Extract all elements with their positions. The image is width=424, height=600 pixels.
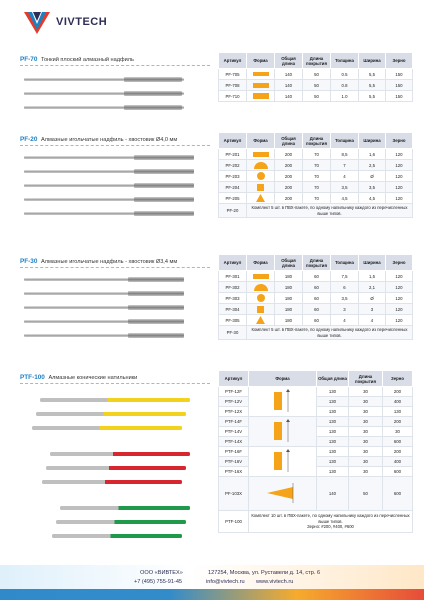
flat-shape-icon (253, 72, 269, 76)
table-row (219, 182, 413, 193)
col-header: Длина покрытия (303, 133, 331, 149)
round-shape-icon (257, 172, 265, 180)
footer-company: ООО «ВИВТЕХ» (140, 570, 183, 576)
cell-grit: 120 (386, 149, 413, 160)
cell-thickness: 3,5 (331, 293, 359, 304)
cell-article: PTF-12X (219, 407, 249, 417)
tool-images (20, 152, 200, 222)
col-header: Ширина (359, 255, 386, 271)
col-header: Толщина (331, 255, 359, 271)
brand-name: VIVTECH (56, 16, 108, 28)
tool-images (20, 74, 200, 114)
section-code: PF-70 (20, 56, 38, 63)
green-handle-file-image (52, 534, 182, 538)
cell-length: 130 (317, 397, 349, 407)
half-round-shape-icon (254, 162, 268, 169)
conical-shape-diagram-icon (266, 388, 300, 414)
green-handle-file-image (56, 520, 186, 524)
cell-length: 130 (317, 427, 349, 437)
footer-site[interactable]: www.vivtech.ru (256, 579, 294, 585)
needle-file-image (24, 306, 184, 309)
table-row (219, 293, 413, 304)
cell-grit: 200 (383, 447, 413, 457)
cell-coating: 30 (349, 417, 383, 427)
cell-coating: 50 (303, 80, 331, 91)
cell-thickness: 4 (331, 171, 359, 182)
cell-thickness: 1.0 (331, 91, 359, 102)
red-handle-file-image (50, 452, 190, 456)
table-row (219, 477, 413, 511)
conical-shape-diagram-icon (266, 448, 300, 474)
cell-article: PF-305 (219, 315, 247, 326)
needle-file-image (24, 320, 184, 323)
cell-length: 140 (275, 80, 303, 91)
cell-length: 180 (275, 315, 303, 326)
col-header: Длина покрытия (303, 53, 331, 69)
cell-coating: 60 (303, 282, 331, 293)
red-handle-file-image (42, 480, 182, 484)
half-round-shape-icon (254, 284, 268, 291)
section-name: Алмазные конические натильники (48, 375, 138, 381)
cell-grit: 200 (383, 387, 413, 397)
cell-article: PF-303 (219, 293, 247, 304)
cell-thickness: 7 (331, 160, 359, 171)
col-header: Артикул (219, 371, 249, 387)
cell-article: PF-202 (219, 160, 247, 171)
table-set-row (219, 326, 413, 340)
yellow-handle-file-image (36, 412, 186, 416)
cell-grit: 150 (386, 69, 413, 80)
triangle-shape-icon (256, 194, 265, 202)
section-divider (20, 65, 210, 66)
cell-width: 1,6 (359, 149, 386, 160)
section-divider (20, 145, 210, 146)
set-note-text: Комплект 10 шт. в ПВХ-пакете, по одному напильнику каждого из перечисленных выше типов. (251, 513, 410, 524)
cell-shape (247, 182, 275, 193)
col-header: Артикул (219, 53, 247, 69)
cell-coating: 60 (303, 293, 331, 304)
cell-article: PTF-12F (219, 387, 249, 397)
cell-grit: 400 (383, 457, 413, 467)
footer-color-bar (0, 589, 424, 600)
flat-shape-icon (253, 83, 269, 88)
table-row (219, 91, 413, 102)
col-header: Зерно (386, 53, 413, 69)
logo (22, 8, 162, 36)
table-header-row (219, 53, 413, 69)
flat-file-image (24, 92, 184, 95)
col-header: Зерно (386, 133, 413, 149)
needle-file-image (24, 184, 194, 187)
col-header: Общая длина (275, 133, 303, 149)
col-header: Форма (247, 53, 275, 69)
col-header: Общая длина (317, 371, 349, 387)
table-row (219, 417, 413, 427)
cell-grit: 120 (386, 304, 413, 315)
cell-shape (247, 282, 275, 293)
cell-length: 180 (275, 293, 303, 304)
cell-grit: 120 (386, 293, 413, 304)
spec-table-pf30 (218, 254, 413, 340)
cell-coating: 30 (349, 397, 383, 407)
square-shape-icon (257, 306, 264, 313)
needle-file-image (24, 278, 184, 281)
section-title (20, 374, 137, 381)
vivtech-logo-icon (22, 8, 52, 36)
cell-length: 200 (275, 160, 303, 171)
cell-article: PTF-16V (219, 457, 249, 467)
flat-shape-icon (253, 93, 269, 99)
cell-length: 180 (275, 304, 303, 315)
table-row (219, 69, 413, 80)
cell-thickness: 0.5 (331, 69, 359, 80)
table-row (219, 315, 413, 326)
footer-phone: +7 (495) 755-91-45 (134, 579, 183, 585)
cell-length: 130 (317, 437, 349, 447)
cell-grit: 200 (383, 417, 413, 427)
section-divider (20, 267, 210, 268)
cell-shape (249, 417, 317, 447)
cell-grit: 130 (383, 407, 413, 417)
cell-shape (247, 69, 275, 80)
section-name: Тонкий плоский алмазный надфиль (40, 57, 134, 63)
cell-article: PF-204 (219, 182, 247, 193)
flat-shape-icon (253, 152, 269, 157)
cell-grit: 150 (386, 80, 413, 91)
cell-coating: 60 (303, 315, 331, 326)
flat-shape-icon (253, 274, 269, 279)
needle-file-image (24, 292, 184, 295)
col-header: Толщина (331, 53, 359, 69)
table-row (219, 282, 413, 293)
cell-coating: 30 (349, 457, 383, 467)
cell-shape (249, 447, 317, 477)
needle-file-image (24, 334, 184, 337)
cell-article: PF-304 (219, 304, 247, 315)
table-row (219, 387, 413, 397)
cell-length: 130 (317, 407, 349, 417)
cell-thickness: 4,5 (331, 193, 359, 204)
cell-grit: 150 (386, 91, 413, 102)
col-header: Артикул (219, 255, 247, 271)
needle-file-image (24, 156, 194, 159)
cell-thickness: 3,5 (331, 182, 359, 193)
cell-coating: 30 (349, 437, 383, 447)
cell-article: PF-205 (219, 193, 247, 204)
cell-length: 130 (317, 387, 349, 397)
section-name: Алмазные игольчатые надфиль - хвостовик Ø3,4 мм (40, 259, 178, 265)
section-pf70 (14, 52, 414, 122)
cell-set-note: Комплект 5 шт. в ПВХ-пакете, по одному напильнику каждого из перечисленных выше типов. (247, 204, 413, 218)
table-row (219, 171, 413, 182)
section-pf30 (14, 254, 414, 354)
section-title (20, 136, 177, 143)
cell-width: 5,5 (359, 69, 386, 80)
cell-length: 130 (317, 467, 349, 477)
yellow-handle-file-image (40, 398, 190, 402)
cell-length: 140 (275, 91, 303, 102)
cell-grit: 30 (383, 427, 413, 437)
col-header: Зерно (386, 255, 413, 271)
table-row (219, 160, 413, 171)
cell-coating: 70 (303, 160, 331, 171)
footer-address: 127254, Москва, ул. Руставели д. 14, стр. 6 (208, 570, 321, 576)
tool-images (20, 390, 200, 560)
spec-table-pf20 (218, 132, 413, 218)
cell-grit: 600 (383, 437, 413, 447)
cell-width: 3 (359, 304, 386, 315)
cell-article: PF-708 (219, 80, 247, 91)
cell-coating: 70 (303, 149, 331, 160)
cell-thickness: 7,5 (331, 271, 359, 282)
cell-grit: 120 (386, 160, 413, 171)
cell-set-article: PF-20 (219, 204, 247, 218)
cell-article: PF-201 (219, 149, 247, 160)
col-header: Общая длина (275, 53, 303, 69)
cell-article: PTF-14V (219, 427, 249, 437)
cell-coating: 50 (303, 91, 331, 102)
cell-coating: 70 (303, 182, 331, 193)
cell-grit: 600 (383, 467, 413, 477)
cone-tip-diagram-icon (263, 479, 303, 507)
col-header: Общая длина (275, 255, 303, 271)
table-row (219, 193, 413, 204)
cell-shape (247, 160, 275, 171)
cell-width: 1,5 (359, 271, 386, 282)
cell-grit: 120 (386, 171, 413, 182)
cell-article: PTF-16X (219, 467, 249, 477)
cell-grit: 400 (383, 397, 413, 407)
col-header: Форма (247, 133, 275, 149)
footer-email[interactable]: info@vivtech.ru (206, 579, 245, 585)
cell-article: PTF-16F (219, 447, 249, 457)
cell-thickness: 3 (331, 304, 359, 315)
cell-article: PF-302 (219, 282, 247, 293)
yellow-handle-file-image (32, 426, 182, 430)
cell-grit: 600 (383, 477, 413, 511)
flat-file-image (24, 106, 184, 109)
table-header-row (219, 371, 413, 387)
cell-shape (249, 477, 317, 511)
set-grit-text: Зерно: #200, #400, #600 (307, 524, 354, 530)
cell-width: 4,5 (359, 193, 386, 204)
cell-length: 200 (275, 193, 303, 204)
cell-coating: 60 (303, 271, 331, 282)
needle-file-image (24, 170, 194, 173)
cell-article: PTF-12V (219, 397, 249, 407)
section-pf20 (14, 132, 414, 232)
cell-width: 5,5 (359, 80, 386, 91)
needle-file-image (24, 212, 194, 215)
cell-grit: 120 (386, 182, 413, 193)
cell-thickness: 8,5 (331, 149, 359, 160)
cell-coating: 30 (349, 467, 383, 477)
section-title (20, 258, 177, 265)
cell-shape (247, 293, 275, 304)
cell-shape (247, 149, 275, 160)
section-title (20, 56, 134, 63)
col-header: Артикул (219, 133, 247, 149)
cell-length: 130 (317, 447, 349, 457)
cell-article: PF-103X (219, 477, 249, 511)
col-header: Ширина (359, 53, 386, 69)
cell-grit: 120 (386, 193, 413, 204)
cell-length: 200 (275, 182, 303, 193)
col-header: Толщина (331, 133, 359, 149)
section-code: PTF-100 (20, 374, 45, 381)
cell-length: 200 (275, 171, 303, 182)
flat-file-image (24, 78, 184, 81)
cell-coating: 30 (349, 387, 383, 397)
cell-thickness: 4 (331, 315, 359, 326)
section-code: PF-30 (20, 258, 38, 265)
col-header: Длина покрытия (349, 371, 383, 387)
section-divider (20, 383, 210, 384)
conical-shape-diagram-icon (266, 418, 300, 444)
green-handle-file-image (60, 506, 190, 510)
col-header: Форма (249, 371, 317, 387)
cell-length: 130 (317, 417, 349, 427)
section-ptf100 (14, 370, 414, 562)
table-set-row (219, 204, 413, 218)
cell-width: 4 (359, 315, 386, 326)
cell-article: PF-301 (219, 271, 247, 282)
cell-shape (247, 171, 275, 182)
cell-length: 140 (275, 69, 303, 80)
cell-width: 2,1 (359, 282, 386, 293)
cell-coating: 70 (303, 193, 331, 204)
cell-article: PF-203 (219, 171, 247, 182)
cell-shape (247, 91, 275, 102)
cell-thickness: 6 (331, 282, 359, 293)
cell-set-article: PF-30 (219, 326, 247, 340)
cell-length: 180 (275, 271, 303, 282)
round-shape-icon (257, 294, 265, 302)
cell-grit: 120 (386, 315, 413, 326)
cell-shape (247, 193, 275, 204)
table-row (219, 271, 413, 282)
needle-file-image (24, 198, 194, 201)
table-row (219, 447, 413, 457)
cell-set-note (249, 511, 413, 533)
triangle-shape-icon (256, 316, 265, 324)
cell-article: PF-705 (219, 69, 247, 80)
square-shape-icon (257, 184, 264, 191)
table-set-row (219, 511, 413, 533)
red-handle-file-image (46, 466, 186, 470)
cell-length: 180 (275, 282, 303, 293)
cell-shape (249, 387, 317, 417)
cell-article: PF-710 (219, 91, 247, 102)
cell-shape (247, 80, 275, 91)
cell-length: 130 (317, 457, 349, 467)
col-header: Форма (247, 255, 275, 271)
cell-coating: 30 (349, 427, 383, 437)
table-header-row (219, 133, 413, 149)
cell-set-article: PTF-100 (219, 511, 249, 533)
tool-images (20, 274, 200, 344)
section-name: Алмазные игольчатые надфиль - хвостовик Ø4,0 мм (40, 137, 178, 143)
cell-coating: 50 (349, 477, 383, 511)
cell-article: PTF-14X (219, 437, 249, 447)
cell-grit: 120 (386, 282, 413, 293)
spec-table-pf70 (218, 52, 413, 102)
cell-article: PTF-14F (219, 417, 249, 427)
cell-set-note: Комплект 5 шт. в ПВХ-пакете, по одному напильнику каждого из перечисленных выше типов. (247, 326, 413, 340)
table-row (219, 80, 413, 91)
cell-coating: 50 (303, 69, 331, 80)
cell-shape (247, 271, 275, 282)
cell-width: 5,5 (359, 91, 386, 102)
col-header: Длина покрытия (303, 255, 331, 271)
cell-length: 200 (275, 149, 303, 160)
cell-width: Ø (359, 171, 386, 182)
cell-shape (247, 304, 275, 315)
cell-coating: 30 (349, 447, 383, 457)
table-row (219, 304, 413, 315)
cell-thickness: 0.8 (331, 80, 359, 91)
cell-width: Ø (359, 293, 386, 304)
cell-width: 2,5 (359, 160, 386, 171)
cell-length: 140 (317, 477, 349, 511)
cell-grit: 120 (386, 271, 413, 282)
spec-table-ptf100 (218, 370, 413, 533)
cell-shape (247, 315, 275, 326)
section-code: PF-20 (20, 136, 38, 143)
table-row (219, 149, 413, 160)
cell-width: 3,5 (359, 182, 386, 193)
cell-coating: 70 (303, 171, 331, 182)
table-header-row (219, 255, 413, 271)
cell-coating: 60 (303, 304, 331, 315)
cell-coating: 30 (349, 407, 383, 417)
col-header: Зерно (383, 371, 413, 387)
col-header: Ширина (359, 133, 386, 149)
